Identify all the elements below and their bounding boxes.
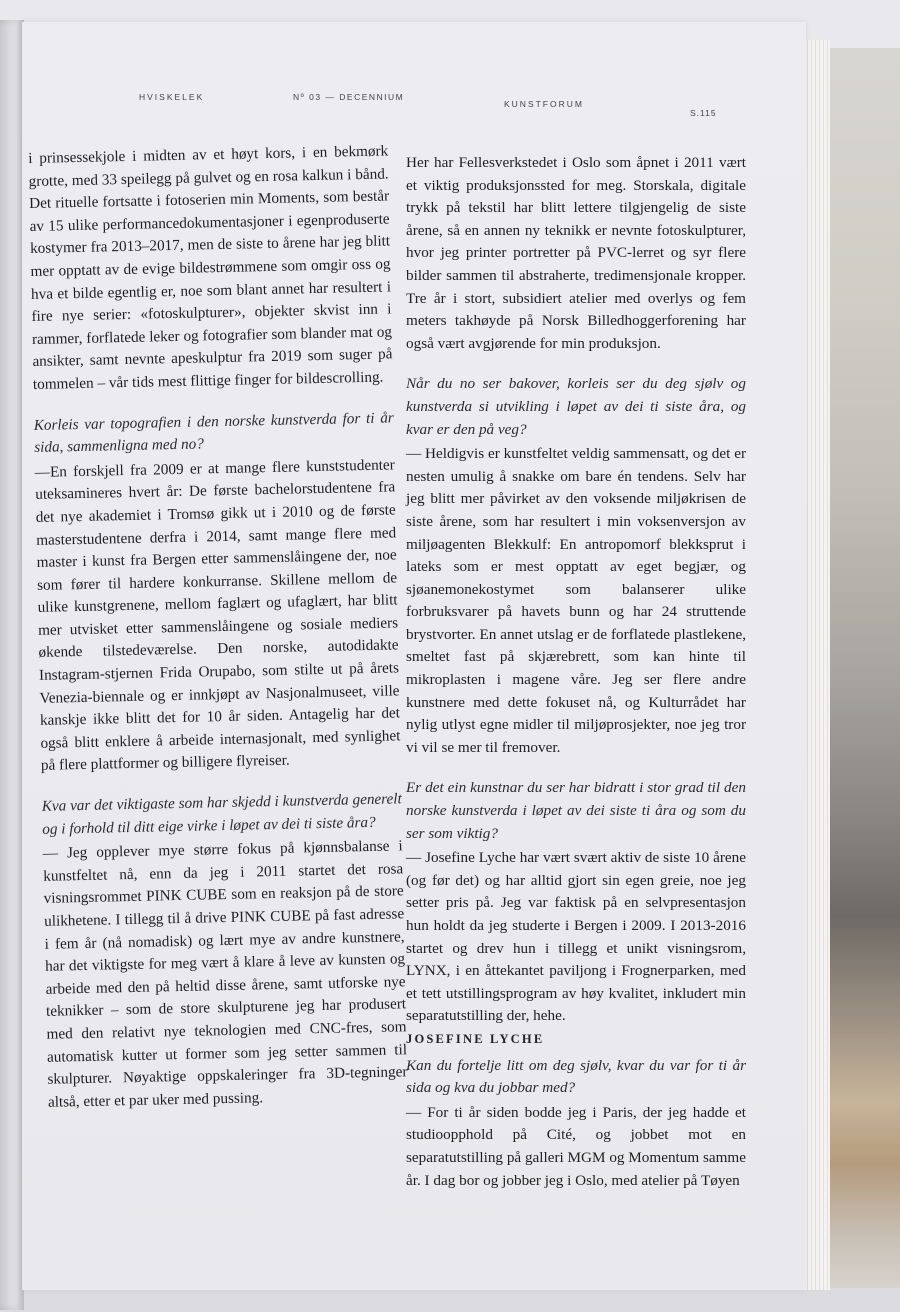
interview-answer: i prinsessekjole i midten av et høyt kors, i en bekmørk grotte, med 33 speilegg på gulvet og en rosa kalkun i bånd. Det rituelle fortsatte i fotoserien min Moments, som består av 15 ulike performancedokumentasjoner i egenproduserte kostymer fra 2013–2017, men de siste to årene har jeg blitt mer opptatt av de evige bildestrømmene som omgir oss og hva et bilde egentlig er, noe som blant annet har resultert i fire nye serier: «fotoskulpturer», objekter skvist inn i rammer, forflatede leker og fotografier som blander mat og ansikter, samt nevnte apeskulptur fra 2019 som suger på tommelen – vår tids mest flittige finger for bildescrolling. [28,142,393,393]
interview-answer: — Heldigvis er kunstfeltet veldig sammensatt, og det er nesten umulig å snakke om bare én tendens. Selv har jeg blitt mer påvirket av den voksende miljøkrisen de siste årene, som har resultert i min voksenversjon av miljøagenten Blekkulf: En antropomorf blekksprut i lateks som er mest opptatt av eget begjær, og sjøanemonekostymet som balanserer ulike forbruksvarer på havets bunn og har 24 struttende brystvorter. En annet utslag er de forflatede plastlekene, smeltet fast på skjærebrett, som kan hinte til mikroplasten i magene våre. Jeg ser flere andre kunstnere med dette fokuset nå, og Kulturrådet har nylig utlyst egne midler til miljøprosjekter, noe jeg tror vi vil se mer til fremover. [406,445,746,756]
interview-question: Kan du fortelje litt om deg sjølv, kvar du var for ti år sida og kva du jobbar med? [406,1056,746,1097]
interview-answer: —En forskjell fra 2009 er at mange flere kunststudenter uteksamineres hvert år: De første bachelorstudentene fra det nye akademiet i Tromsø gikk ut i 2010 og de første masterstudentene derfra i 2014, samt mange flere med master i kunst fra Bergen etter sammenslåingene der, noe som fører til hardere konkurranse. Skillene mellom de ulike kunstgrenene, mellom faglært og ufaglært, har blitt mer utvisket etter sammenslåingene og sosiale mediers økende tilstedeværelse. Den norske, autodidakte Instagram-stjernen Frida Orupabo, som stilte ut på årets Venezia-biennale og er innkjøpt av Nasjonalmuseet, ville kanskje ikke blitt det for 10 år siden. Antagelig har det også blitt enklere å arbeide internasjonalt, med synlighet på flere plattformer og billigere flyreiser. [34,456,401,775]
previous-page-edge [0,20,24,1310]
interview-question: Kva var det viktigaste som har skjedd i kunstverda generelt og i forhold til ditt eige virke i løpet av dei ti siste åra? [41,790,402,838]
interview-answer: Her har Fellesverkstedet i Oslo som åpnet i 2011 vært et viktig produksjonssted for meg. Storskala, digitale trykk på tekstil har blitt lettere tilgjengelig de siste årene, så en annen ny teknikk er nevnte fotoskulpturer, hvor jeg printer portretter på PVC-lerret og syr flere bilder sammen til abstraherte, tredimensjonale kropper. Tre år i stort, subsidiert atelier med overlys og fem meters takhøyde på Norsk Billedhoggerforening har også vært avgjørende for min produksjon. [406,154,746,352]
interview-answer: — Josefine Lyche har vært svært aktiv de siste 10 årene (og før det) og har alltid gjort sin egen greie, noe jeg setter pris på. Jeg var faktisk på en selvpresentasjon hun holdt da jeg studerte i Bergen i 2009. I 2013-2016 startet og drev hun i tillegg et unikt visningsrom, LYNX, i en åttekantet paviljong i Frognerparken, med et tett utstillingsprogram av høy kvalitet, inkludert min separatutstilling der, hehe. [406,849,746,1025]
interview-question: Korleis var topografien i den norske kunstverda for ti år sida, sammenligna med no? [33,408,394,457]
left-text-column [28,140,408,1114]
magazine-page [22,22,806,1290]
header-issue: Nº 03 — DECENNIUM [293,92,405,102]
interview-answer: — For ti år siden bodde jeg i Paris, der jeg hadde et studioopphold på Cité, og jobbet mot en separatutstilling på galleri MGM og Momentum samme år. I dag bor og jobber jeg i Oslo, med atelier på Tøyen [406,1103,746,1189]
interview-question: Når du no ser bakover, korleis ser du deg sjølv og kunstverda si utvikling i løpet av dei ti siste åra, og kvar er den på veg? [406,375,746,438]
interview-question: Er det ein kunstnar du ser har bidratt i stor grad til den norske kunstverda i løpet av dei siste ti åra og som du ser som viktig? [406,779,746,842]
page-number: S.115 [690,108,717,118]
artist-name-heading: JOSEFINE LYCHE [406,1031,545,1046]
header-title: HVISKELEK [139,92,205,102]
next-page-photo [828,48,900,1288]
right-text-column [406,152,746,1192]
header-section: KUNSTFORUM [504,99,584,109]
interview-answer: — Jeg opplever mye større fokus på kjønnsbalanse i kunstfeltet nå, enn da jeg i 2011 startet det rosa visningsrommet PINK CUBE som en reaksjon på de store ulikhetene. I tillegg til å drive PINK CUBE på fast adresse i fem år (nå nomadisk) og lært mye av andre kunstnere, har det viktigste for meg vært å klare å leve av kunsten og arbeide med den på heltid disse årene, samt utforske nye teknikker – som de store skulpturene jeg har produsert med den relativt nye teknologien med CNC-fres, som automatisk kutter ut former som jeg setter sammen til skulpturer. Nøyaktige oppskaleringer fra 3D-tegninger altså, etter et par uker med pussing. [42,837,408,1111]
